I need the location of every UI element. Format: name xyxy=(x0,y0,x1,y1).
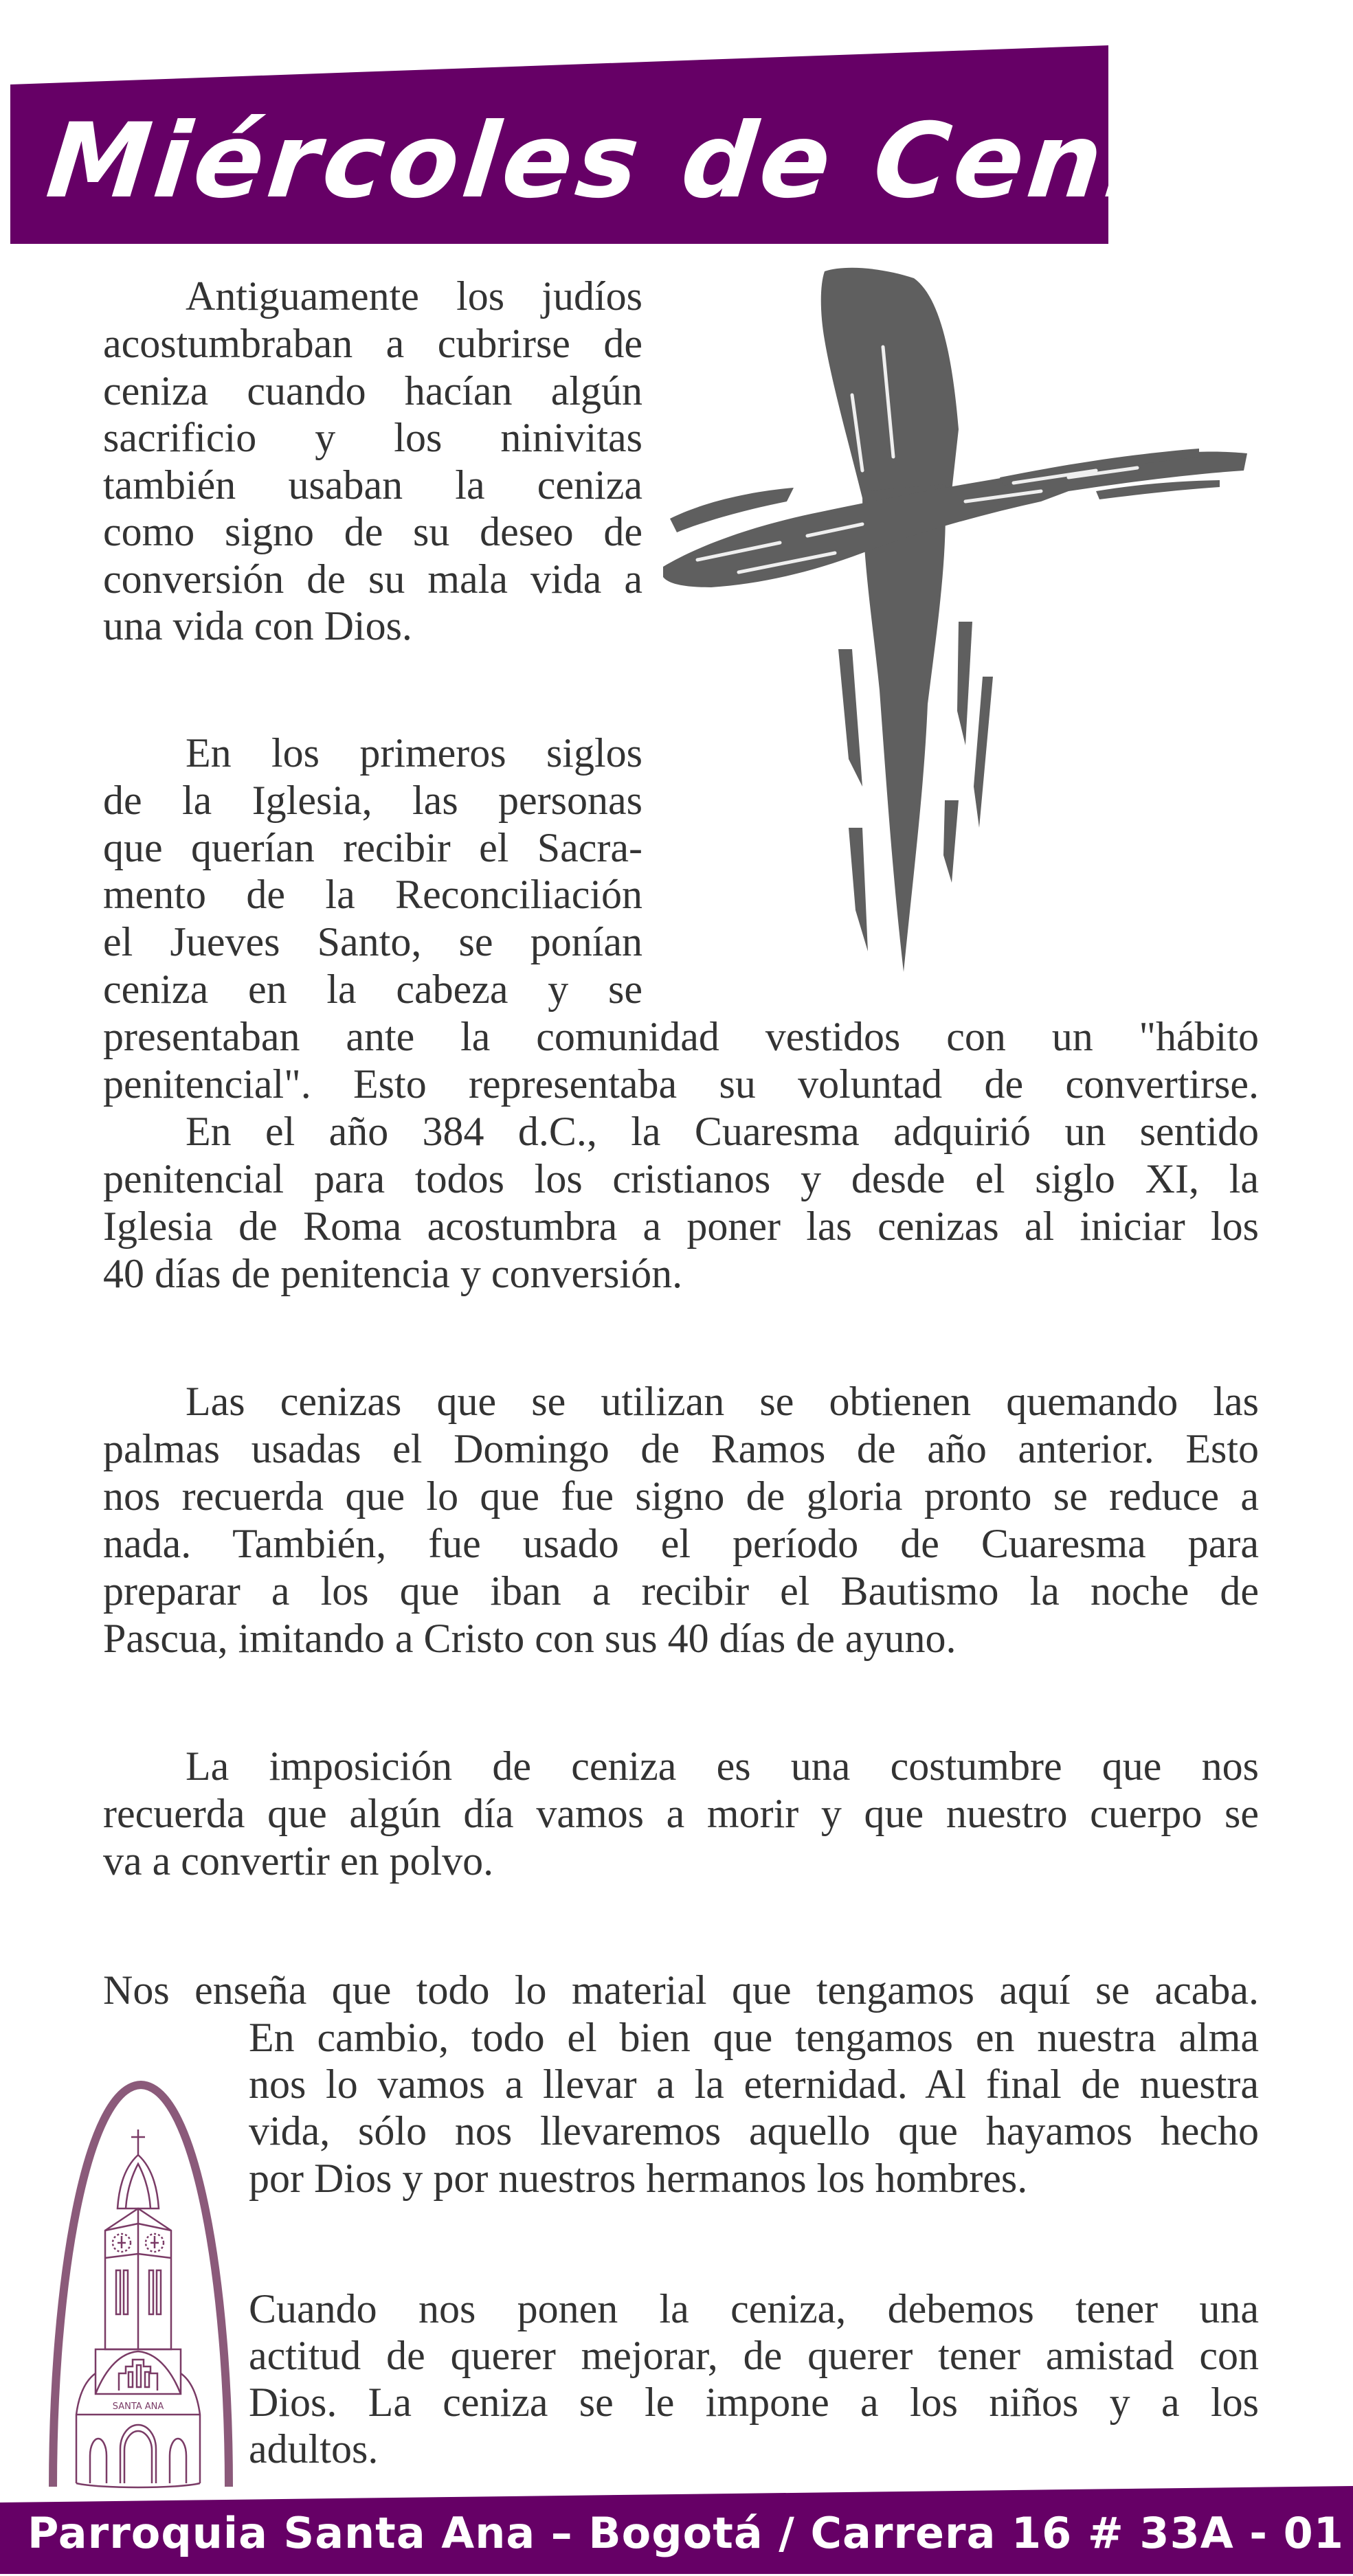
ash-cross-icon xyxy=(656,264,1254,979)
logo-label: SANTA ANA xyxy=(112,2402,164,2412)
paragraph-4-line: Pascua, imitando a Cristo con sus 40 días de ayuno. xyxy=(103,1616,957,1661)
paragraph-6-line: vida, sólo nos llevaremos aquello que hayamos hecho xyxy=(249,2108,1259,2154)
page-title: Miércoles de Ceniza xyxy=(41,102,1290,221)
paragraph-2-line: el Jueves Santo, se ponían xyxy=(103,919,642,964)
paragraph-2-line: presentaban ante la comunidad vestidos con un "hábito xyxy=(103,1014,1259,1059)
paragraph-1-line: ceniza cuando hacían algún xyxy=(103,368,642,414)
paragraph-2-line: de la Iglesia, las personas xyxy=(103,778,642,823)
paragraph-5-line: La imposición de ceniza es una costumbre que nos xyxy=(186,1743,1259,1789)
paragraph-5-line: va a convertir en polvo. xyxy=(103,1838,494,1884)
paragraph-2-line: penitencial". Esto representaba su voluntad de convertirse. xyxy=(103,1061,1259,1107)
paragraph-1-line: sacrificio y los ninivitas xyxy=(103,415,642,460)
paragraph-4-line: palmas usadas el Domingo de Ramos de año anterior. Esto xyxy=(103,1426,1259,1471)
paragraph-2-line: mento de la Reconciliación xyxy=(103,872,642,917)
paragraph-6-line: nos lo vamos a llevar a la eternidad. Al final de nuestra xyxy=(249,2061,1259,2107)
paragraph-3-line: 40 días de penitencia y conversión. xyxy=(103,1251,683,1296)
santa-ana-church-logo xyxy=(45,2078,237,2490)
paragraph-1-line: Antiguamente los judíos xyxy=(186,273,642,319)
paragraph-3-line: En el año 384 d.C., la Cuaresma adquirió un sentido xyxy=(186,1109,1259,1154)
paragraph-7-line: Dios. La ceniza se le impone a los niños y a los xyxy=(249,2380,1259,2425)
footer-address: Parroquia Santa Ana – Bogotá / Carrera 16 # 33A - 01 xyxy=(27,2508,1344,2558)
paragraph-6-line: Nos enseña que todo lo material que tengamos aquí se acaba. xyxy=(103,1967,1259,2013)
paragraph-6-line: por Dios y por nuestros hermanos los hombres. xyxy=(249,2156,1028,2201)
paragraph-7-line: adultos. xyxy=(249,2426,379,2472)
paragraph-3-line: Iglesia de Roma acostumbra a poner las cenizas al iniciar los xyxy=(103,1204,1259,1249)
paragraph-2-line: que querían recibir el Sacra- xyxy=(103,825,642,870)
paragraph-7-line: actitud de querer mejorar, de querer tener amistad con xyxy=(249,2333,1259,2378)
paragraph-1-line: una vida con Dios. xyxy=(103,603,412,648)
paragraph-4-line: nos recuerda que lo que fue signo de gloria pronto se reduce a xyxy=(103,1473,1259,1519)
paragraph-4-line: nada. También, fue usado el período de Cuaresma para xyxy=(103,1521,1259,1566)
paragraph-2-line: En los primeros siglos xyxy=(186,730,642,776)
paragraph-1-line: como signo de su deseo de xyxy=(103,509,642,554)
paragraph-4-line: Las cenizas que se utilizan se obtienen quemando las xyxy=(186,1379,1259,1424)
paragraph-3-line: penitencial para todos los cristianos y desde el siglo XI, la xyxy=(103,1156,1259,1201)
paragraph-1-line: conversión de su mala vida a xyxy=(103,556,642,602)
paragraph-6-line: En cambio, todo el bien que tengamos en nuestra alma xyxy=(249,2015,1259,2060)
paragraph-7-line: Cuando nos ponen la ceniza, debemos tener una xyxy=(249,2286,1259,2331)
paragraph-4-line: preparar a los que iban a recibir el Bautismo la noche de xyxy=(103,1568,1259,1614)
paragraph-5-line: recuerda que algún día vamos a morir y que nuestro cuerpo se xyxy=(103,1791,1259,1836)
paragraph-1-line: acostumbraban a cubrirse de xyxy=(103,321,642,366)
paragraph-2-line: ceniza en la cabeza y se xyxy=(103,967,642,1012)
paragraph-1-line: también usaban la ceniza xyxy=(103,462,642,508)
